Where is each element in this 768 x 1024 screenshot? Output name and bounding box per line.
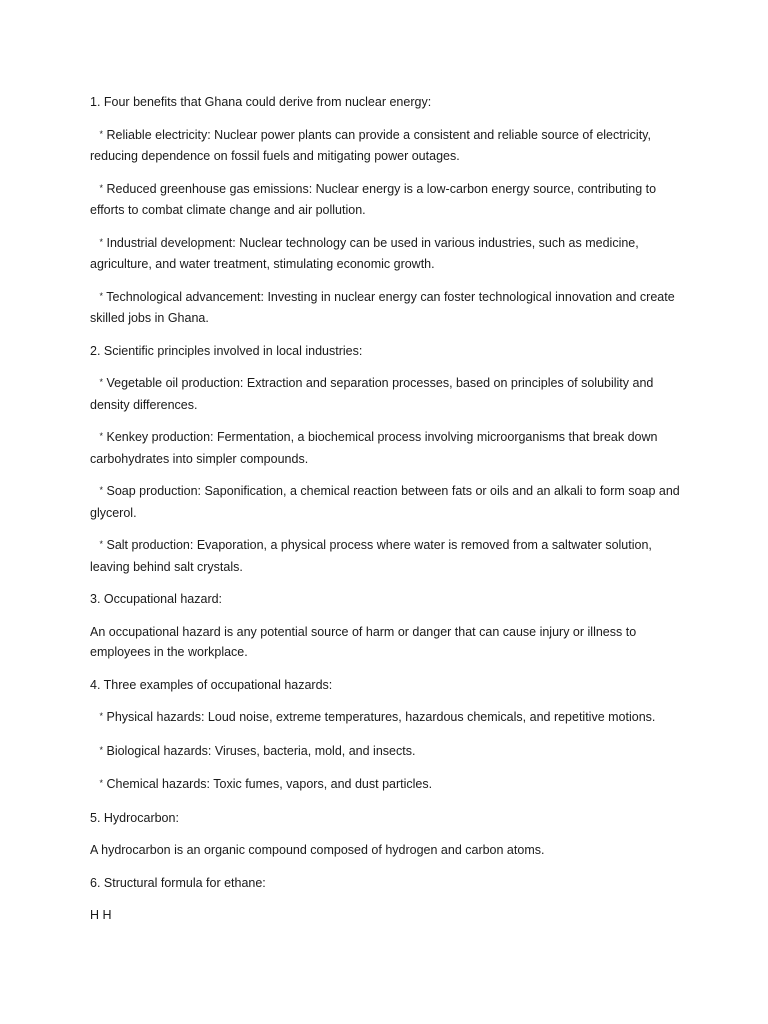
- bullet-chemical-hazards: [90, 774, 680, 796]
- bullet-marker: *: [99, 539, 103, 549]
- bullet-text: Physical hazards: Loud noise, extreme temperatures, hazardous chemicals, and repetitive motions.: [106, 710, 656, 724]
- document-page: [90, 92, 680, 926]
- bullet-marker: *: [99, 778, 103, 788]
- bullet-marker: *: [99, 236, 103, 247]
- bullet-text: Kenkey production: Fermentation, a biochemical process involving microorganisms that break down carbohydrates into simpler compounds.: [90, 430, 658, 466]
- bullet-technological-advancement: [90, 287, 680, 329]
- bullet-text: Biological hazards: Viruses, bacteria, mold, and insects.: [106, 743, 416, 758]
- bullet-kenkey: [90, 427, 680, 469]
- bullet-marker: *: [99, 711, 103, 721]
- bullet-marker: *: [99, 182, 103, 193]
- bullet-marker: *: [99, 485, 103, 495]
- bullet-text: Technological advancement: Investing in nuclear energy can foster technological innovation and create skilled jobs in Ghana.: [90, 289, 675, 325]
- bullet-physical-hazards: [90, 707, 680, 729]
- bullet-reliable-electricity: [90, 125, 680, 167]
- bullet-biological-hazards: [90, 741, 680, 763]
- paragraph-hydrocarbon-definition: A hydrocarbon is an organic compound composed of hydrogen and carbon atoms.: [90, 843, 545, 857]
- bullet-marker: *: [99, 744, 103, 755]
- bullet-reduced-emissions: [90, 179, 680, 221]
- heading-benefits-nuclear-energy: 1. Four benefits that Ghana could derive from nuclear energy:: [90, 95, 432, 109]
- bullet-marker: *: [99, 290, 103, 301]
- bullet-text: Vegetable oil production: Extraction and separation processes, based on principles of solubility and density differences.: [90, 376, 654, 412]
- bullet-industrial-development: [90, 233, 680, 275]
- bullet-vegetable-oil: [90, 373, 680, 415]
- bullet-marker: *: [99, 128, 103, 139]
- bullet-marker: *: [99, 377, 103, 387]
- bullet-text: Reliable electricity: Nuclear power plants can provide a consistent and reliable source of electricity, reducing dependence on fossil fuels and mitigating power outages.: [90, 127, 651, 163]
- bullet-text: Soap production: Saponification, a chemical reaction between fats or oils and an alkali to form soap and glycerol.: [90, 484, 680, 520]
- heading-ethane-formula: 6. Structural formula for ethane:: [90, 875, 266, 890]
- heading-scientific-principles: 2. Scientific principles involved in local industries:: [90, 343, 363, 358]
- bullet-salt: [90, 535, 680, 577]
- bullet-text: Chemical hazards: Toxic fumes, vapors, and dust particles.: [106, 777, 433, 791]
- heading-hazard-examples: 4. Three examples of occupational hazards:: [90, 677, 333, 692]
- bullet-text: Industrial development: Nuclear technology can be used in various industries, such as medicine, agriculture, and water treatment, stimulating economic growth.: [90, 235, 639, 271]
- bullet-text: Salt production: Evaporation, a physical process where water is removed from a saltwater solution, leaving behind salt crystals.: [90, 538, 652, 574]
- bullet-soap: [90, 481, 680, 523]
- heading-hydrocarbon: 5. Hydrocarbon:: [90, 810, 179, 825]
- bullet-text: Reduced greenhouse gas emissions: Nuclear energy is a low-carbon energy source, contributing to efforts to combat climate change and air pollution.: [90, 181, 657, 217]
- paragraph-occupational-hazard-definition: An occupational hazard is any potential source of harm or danger that can cause injury or illness to employees in the workplace.: [90, 624, 637, 659]
- heading-occupational-hazard: 3. Occupational hazard:: [90, 592, 223, 606]
- ethane-formula-line: H H: [90, 908, 112, 922]
- bullet-marker: *: [99, 431, 103, 441]
